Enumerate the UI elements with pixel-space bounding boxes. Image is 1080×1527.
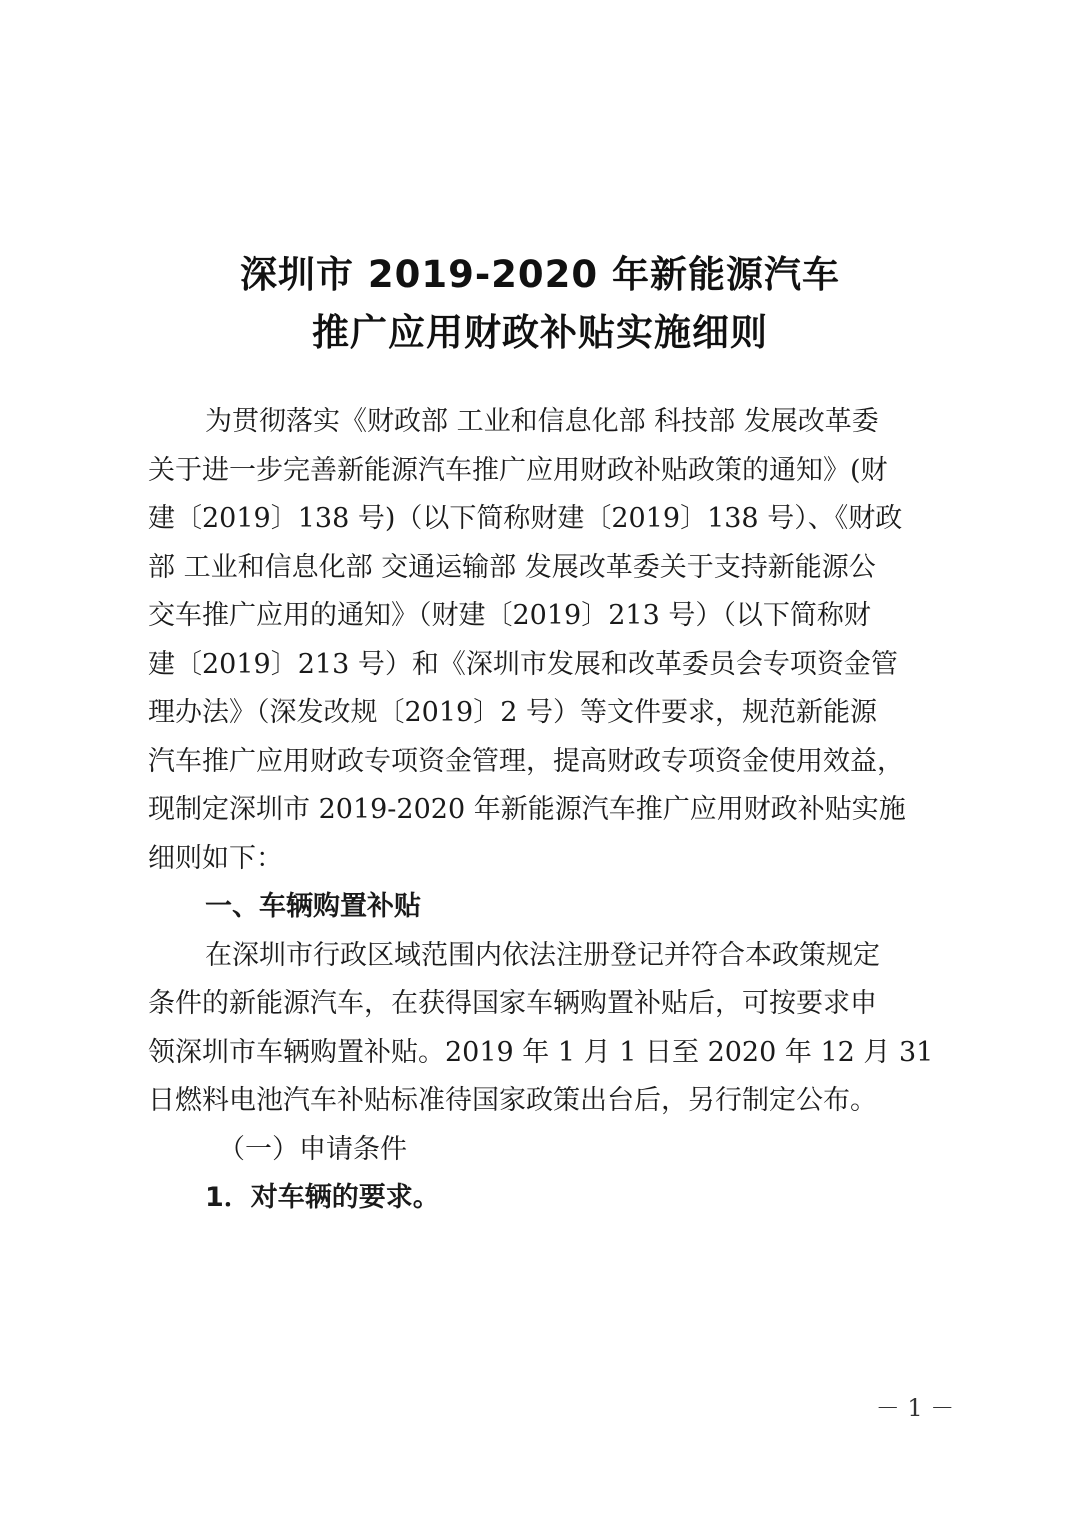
document-body bbox=[148, 398, 948, 1223]
section-line: 在深圳市行政区域范围内依法注册登记并符合本政策规定 bbox=[205, 939, 880, 971]
intro-line: 关于进一步完善新能源汽车推广应用财政补贴政策的通知》(财 bbox=[148, 454, 888, 486]
section-line: 条件的新能源汽车，在获得国家车辆购置补贴后，可按要求申 bbox=[148, 988, 877, 1019]
subsection-heading-application-conditions: （一）申请条件 bbox=[218, 1133, 407, 1165]
section-heading-vehicle-purchase-subsidy: 一、车辆购置补贴 bbox=[205, 891, 421, 922]
document-title-line-1: 深圳市 2019-2020 年新能源汽车 bbox=[239, 253, 841, 296]
intro-line: 现制定深圳市 2019-2020 年新能源汽车推广应用财政补贴实施 bbox=[148, 794, 906, 825]
page-number: － 1 － bbox=[875, 1394, 955, 1422]
document-title-line-2: 推广应用财政补贴实施细则 bbox=[312, 311, 768, 354]
intro-line: 交车推广应用的通知》（财建〔2019〕213 号）（以下简称财 bbox=[148, 600, 871, 631]
section-line: 日燃料电池汽车补贴标准待国家政策出台后，另行制定公布。 bbox=[148, 1085, 877, 1116]
item-heading-vehicle-requirements: 1．对车辆的要求。 bbox=[205, 1182, 440, 1213]
intro-line: 为贯彻落实《财政部 工业和信息化部 科技部 发展改革委 bbox=[205, 406, 879, 437]
intro-line: 建〔2019〕213 号）和《深圳市发展和改革委员会专项资金管 bbox=[148, 648, 898, 680]
intro-line: 细则如下： bbox=[148, 842, 283, 874]
intro-line: 建〔2019〕138 号)（以下简称财建〔2019〕138 号）、《财政 bbox=[148, 503, 903, 534]
intro-line: 部 工业和信息化部 交通运输部 发展改革委关于支持新能源公 bbox=[148, 551, 876, 583]
intro-line: 汽车推广应用财政专项资金管理，提高财政专项资金使用效益， bbox=[148, 745, 904, 777]
intro-line: 理办法》（深发改规〔2019〕2 号）等文件要求，规范新能源 bbox=[148, 697, 877, 728]
section-line: 领深圳市车辆购置补贴。2019 年 1 月 1 日至 2020 年 12 月 31 bbox=[148, 1036, 934, 1068]
